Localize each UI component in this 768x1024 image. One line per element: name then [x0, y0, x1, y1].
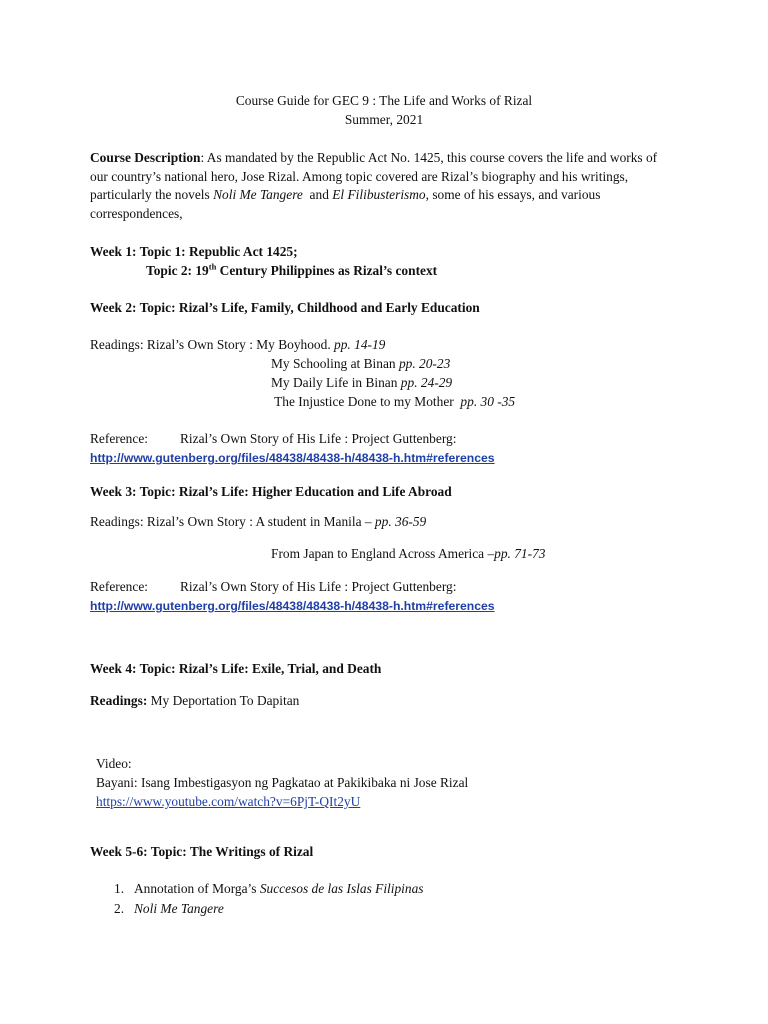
week3-reference: Reference: Rizal’s Own Story of His Life : Project Guttenberg:: [90, 579, 457, 594]
week4-video-title: Bayani: Isang Imbestigasyon ng Pagkatao at Pakikibaka ni Jose Rizal: [96, 775, 469, 790]
week3-heading: Week 3: Topic: Rizal’s Life: Higher Education and Life Abroad: [90, 484, 452, 499]
week2-reference-url-line: [90, 449, 690, 468]
week2-heading: Week 2: Topic: Rizal’s Life, Family, Childhood and Early Education: [90, 300, 480, 315]
course-description: [90, 149, 690, 223]
description-line-1: Course Description: As mandated by the Republic Act No. 1425, this course covers the life and works of: [90, 150, 658, 165]
week56-list: [90, 880, 690, 920]
week3-reference-url-line: [90, 597, 690, 616]
week2-reading-3: My Daily Life in Binan pp. 24-29: [271, 375, 453, 390]
week4-video-url-line: [96, 793, 690, 812]
week2-reference-link[interactable]: http://www.gutenberg.org/files/48438/48438-h/48438-h.htm#references: [90, 451, 495, 465]
novel-noli: Noli Me Tangere: [213, 187, 303, 203]
reference-label: Reference:: [90, 431, 148, 446]
week1-topic2: Topic 2: 19th Century Philippines as Rizal’s context: [146, 261, 438, 278]
description-line-4: correspondences,: [90, 205, 183, 221]
week1-heading: Week 1: Topic 1: Republic Act 1425;: [90, 244, 298, 259]
week3-reading-2: From Japan to England Across America –pp. 71-73: [271, 546, 546, 561]
week2-reference: Reference: Rizal’s Own Story of His Life : Project Guttenberg:: [90, 430, 690, 449]
course-title: Course Guide for GEC 9 : The Life and Works of Rizal: [235, 93, 533, 108]
description-line-3: particularly the novels Noli Me Tangere and El Filibusterismo, some of his essays, and various: [90, 187, 601, 203]
week2-reading-2: My Schooling at Binan pp. 20-23: [271, 356, 451, 371]
course-term: Summer, 2021: [344, 112, 424, 127]
week4-heading: Week 4: Topic: Rizal’s Life: Exile, Trial, and Death: [90, 661, 382, 676]
list-item: 2. Noli Me Tangere: [114, 901, 224, 916]
list-item: 1. Annotation of Morga’s Succesos de las Islas Filipinas: [114, 881, 424, 896]
novel-fili: El Filibusterismo: [332, 187, 426, 203]
description-label: Course Description: [90, 150, 201, 165]
week2-reading-4: The Injustice Done to my Mother pp. 30 -35: [271, 394, 516, 409]
week4-video-label: Video:: [96, 756, 132, 771]
week4-readings: Readings: My Deportation To Dapitan: [90, 693, 300, 708]
week4-video-link[interactable]: https://www.youtube.com/watch?v=6PjT-QIt2yU: [96, 794, 361, 809]
description-line-2: our country’s national hero, Jose Rizal. Among topic covered are Rizal’s biography and his writings,: [90, 168, 629, 184]
week2-readings-prefix: Readings: Rizal’s Own Story :: [90, 337, 257, 352]
week2-readings: Readings: Rizal’s Own Story : My Boyhood. pp. 14-19: [90, 337, 386, 352]
week3-reading-1: Readings: Rizal’s Own Story : A student in Manila – pp. 36-59: [90, 514, 427, 529]
writings-list: [90, 880, 690, 920]
week56-heading: Week 5-6: Topic: The Writings of Rizal: [90, 844, 314, 859]
week3-reference-link[interactable]: http://www.gutenberg.org/files/48438/48438-h/48438-h.htm#references: [90, 599, 495, 613]
